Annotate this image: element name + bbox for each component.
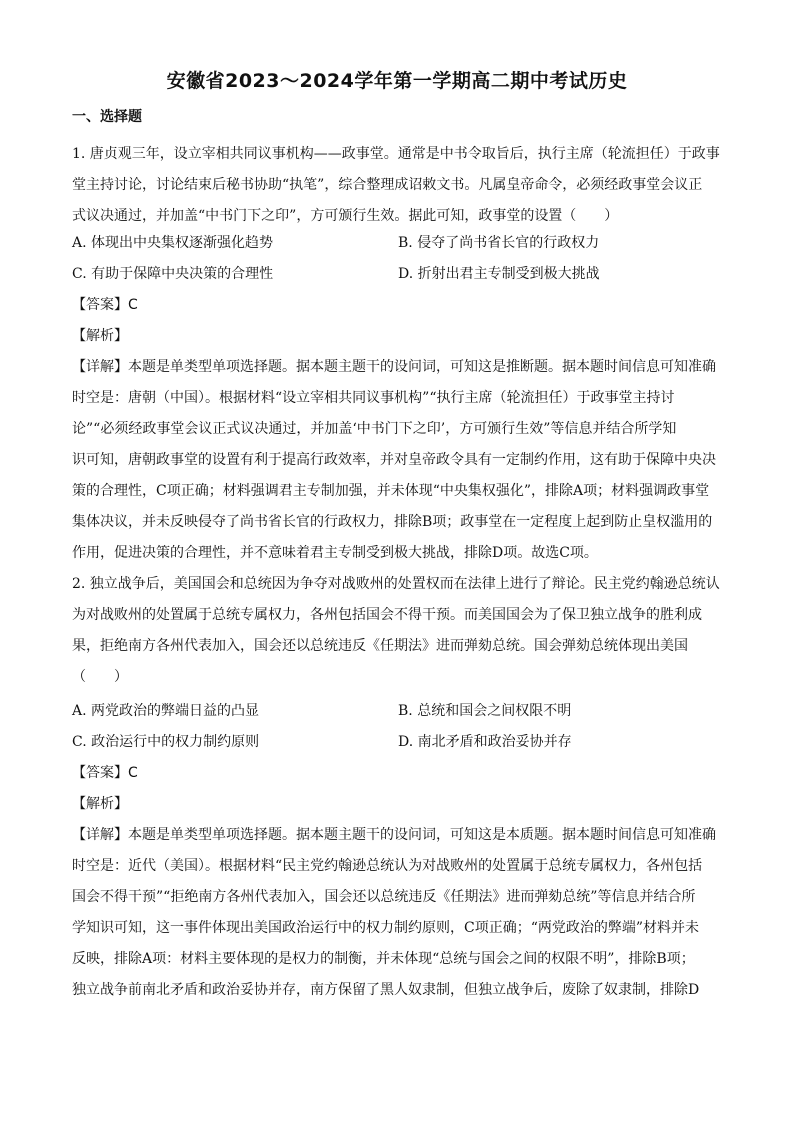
text-line: （ ） — [72, 669, 128, 685]
option-a: A. 体现出中央集权逐渐强化趋势 — [72, 235, 274, 251]
text-line: 作用，促进决策的合理性，并不意味着君主专制受到极大挑战，排除D项。故选C项。 — [72, 545, 598, 561]
text-line: 论”“必须经政事堂会议正式议决通过，并加盖‘中书门下之印’，方可颁行生效”等信息并结合所学知 — [72, 421, 677, 437]
text-line: 识可知，唐朝政事堂的设置有利于提高行政效率，并对皇帝政令具有一定制约作用，这有助于保障中央决 — [72, 452, 716, 468]
text-line: 国会不得干预”“拒绝南方各州代表加入，国会还以总统违反《任期法》进而弹劾总统”等信息并结合所 — [72, 889, 696, 905]
text-line: 学知识可知，这一事件体现出美国政治运行中的权力制约原则，C项正确；“两党政治的弊端”材料并未 — [72, 920, 700, 936]
text-line: 【详解】本题是单类型单项选择题。据本题主题干的设问词，可知这是本质题。据本题时间信息可知准确 — [72, 827, 716, 843]
text-line: 集体决议，并未反映侵夺了尚书省长官的行政权力，排除B项；政事堂在一定程度上起到防止皇权滥用的 — [72, 514, 713, 530]
option-c: C. 政治运行中的权力制约原则 — [72, 734, 260, 750]
text-line: 时空是：近代（美国）。根据材料“民主党约翰逊总统认为对战败州的处置属于总统专属权力，各州包括 — [72, 858, 703, 874]
question-2-options — [72, 696, 724, 758]
text-line: 时空是：唐朝（中国）。根据材料“设立宰相共同议事机构”“执行主席（轮流担任）于政事堂主持讨 — [72, 390, 675, 406]
option-b: B. 总统和国会之间权限不明 — [398, 703, 572, 719]
option-b: B. 侵夺了尚书省长官的行政权力 — [398, 235, 600, 251]
analysis-label: 【解析】 — [72, 796, 128, 812]
question-1-stem — [72, 139, 724, 232]
text-line: 2. 独立战争后，美国国会和总统因为争夺对战败州的处置权而在法律上进行了辩论。民主党约翰逊总统认 — [72, 576, 720, 592]
page-title: 安徽省2023～2024学年第一学期高二期中考试历史 — [166, 70, 628, 92]
text-line: 1. 唐贞观三年，设立宰相共同议事机构——政事堂。通常是中书令取旨后，执行主席（轮流担任）于政事 — [72, 146, 720, 162]
text-line: 堂主持讨论，讨论结束后秘书协助“执笔”，综合整理成诏敕文书。凡属皇帝命令，必须经政事堂会议正 — [72, 177, 703, 193]
option-d: D. 南北矛盾和政治妥协并存 — [398, 734, 572, 750]
question-2-stem — [72, 569, 724, 693]
section-heading: 一、选择题 — [72, 109, 142, 125]
question-1-solution — [72, 290, 724, 569]
question-2-solution — [72, 758, 724, 1006]
option-a: A. 两党政治的弊端日益的凸显 — [72, 703, 260, 719]
answer-label: 【答案】C — [72, 297, 138, 313]
text-line: 果，拒绝南方各州代表加入，国会还以总统违反《任期法》进而弹劾总统。国会弹劾总统体现出美国 — [72, 638, 688, 654]
option-d: D. 折射出君主专制受到极大挑战 — [398, 266, 600, 282]
text-line: 【详解】本题是单类型单项选择题。据本题主题干的设问词，可知这是推断题。据本题时间信息可知准确 — [72, 359, 716, 375]
text-line: 反映，排除A项：材料主要体现的是权力的制衡，并未体现“总统与国会之间的权限不明”，排除B项； — [72, 951, 695, 967]
text-line: 为对战败州的处置属于总统专属权力，各州包括国会不得干预。而美国国会为了保卫独立战争的胜利成 — [72, 607, 702, 623]
text-line: 策的合理性，C项正确；材料强调君主专制加强，并未体现“中央集权强化”，排除A项；材料强调政事堂 — [72, 483, 710, 499]
text-line: 式议决通过，并加盖“中书门下之印”，方可颁行生效。据此可知，政事堂的设置（ ） — [72, 208, 619, 224]
text-line: 独立战争前南北矛盾和政治妥协并存，南方保留了黑人奴隶制，但独立战争后，废除了奴隶制，排除D — [72, 982, 700, 998]
question-1-options — [72, 228, 724, 290]
option-c: C. 有助于保障中央决策的合理性 — [72, 266, 274, 282]
analysis-label: 【解析】 — [72, 328, 128, 344]
answer-label: 【答案】C — [72, 765, 138, 781]
